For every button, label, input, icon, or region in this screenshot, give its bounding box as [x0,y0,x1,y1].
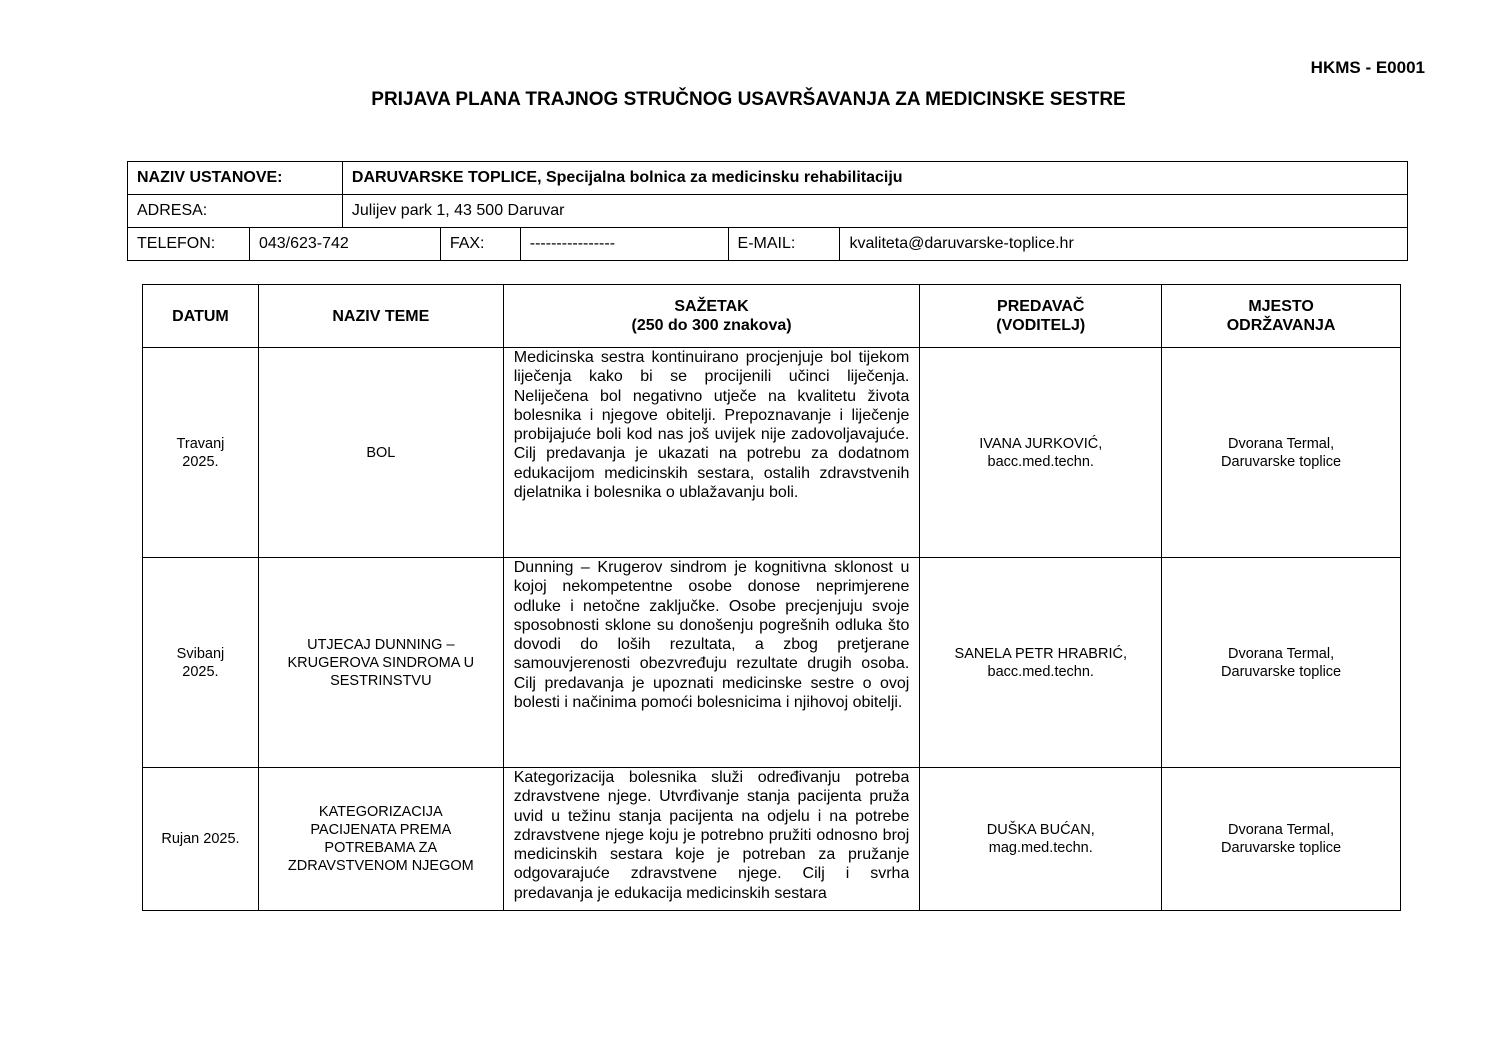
form-code: HKMS - E0001 [1310,58,1425,77]
row-lecturer [920,558,1162,768]
topic-line: SESTRINSTVU [330,672,432,689]
institution-info-table [127,161,1408,261]
table-header-row [143,285,1401,348]
topic-line: UTJECAJ DUNNING – [307,636,455,653]
row-summary [503,558,920,768]
header-topic: NAZIV TEME [258,285,503,348]
row-lecturer [920,768,1162,911]
summary-text: Dunning – Krugerov sindrom je kognitivna sklonost u kojoj nekompetentne osobe donose neprimjerene odluke i netočne zaključke. Osobe precjenjuju svoje sposobnosti sklone su donošenju pogrešnih odluka što dovodi do loših rezultata, a zbog pretjerane samouvjerenosti obezvređuju rezultate drugih osoba. Cilj predavanja je upoznati medicinske sestre o ovoj bolesti i načinima pomoći bolesnicima i njihovoj obitelji. [513,559,910,712]
header-lecturer-line2: (VODITELJ) [996,317,1086,334]
topic-line: PACIJENATA PREMA [310,822,452,838]
email-value: kvaliteta@daruvarske-toplice.hr [840,228,1408,261]
venue-line: Daruvarske toplice [1221,840,1342,856]
row-lecturer [920,348,1162,558]
page-title: PRIJAVA PLANA TRAJNOG STRUČNOG USAVRŠAVANJA ZA MEDICINSKE SESTRE [371,89,1126,110]
date-line: 2025. [182,453,219,470]
lecturer-name: DUŠKA BUĆAN, [986,822,1095,838]
fax-value: ---------------- [520,228,728,261]
summary-clip [514,768,910,910]
institution-name-value: DARUVARSKE TOPLICE, Specijalna bolnica za medicinsku rehabilitaciju [342,162,1407,195]
row-date: Rujan 2025. [143,768,259,911]
topic-line: POTREBAMA ZA [324,840,438,856]
lecturer-name: IVANA JURKOVIĆ, [979,435,1103,452]
contact-row [128,228,1408,261]
row-venue [1162,768,1401,911]
header-summary-line2: (250 do 300 znakova) [631,317,792,334]
header-lecturer [920,285,1162,348]
header-summary [503,285,920,348]
institution-name-label: NAZIV USTANOVE: [128,162,343,195]
row-venue [1162,348,1401,558]
lecturer-title: bacc.med.techn. [987,663,1094,680]
header-date: DATUM [143,285,259,348]
lecturer-title: bacc.med.techn. [987,453,1094,470]
lecturer-title: mag.med.techn. [988,840,1093,856]
header-venue [1162,285,1401,348]
venue-line: Dvorana Termal, [1228,645,1335,662]
table-row [143,558,1401,768]
date-line: Travanj [176,435,225,452]
address-row [128,195,1408,228]
address-value: Julijev park 1, 43 500 Daruvar [342,195,1407,228]
venue-line: Dvorana Termal, [1228,822,1335,838]
row-date [143,558,259,768]
summary-text: Medicinska sestra kontinuirano procjenjuje bol tijekom liječenja kako bi se procijenili učinci liječenja. Neliječena bol negativno utječe na kvalitetu života bolesnika i njegove obitelji. Prepoznavanje i liječenje probijajuće boli kod nas još uvijek nije zadovoljavajuće. Cilj predavanja je ukazati na potrebu za dodatnom edukacijom medicinskih sestara, ostalih zdravstvenih djelatnika i bolesnika o ublažavanju boli. [513,349,910,502]
phone-label: TELEFON: [128,228,250,261]
lecturer-name: SANELA PETR HRABRIĆ, [954,645,1127,662]
date-line: 2025. [182,663,219,680]
fax-label: FAX: [440,228,520,261]
summary-text: Kategorizacija bolesnika služi određivanju potreba zdravstvene njege. Utvrđivanje stanja pacijenta pruža uvid u težinu stanja pacijenta na odjelu i na potrebe zdravstvene njege koju je potrebno pružiti odnosno broj medicinskih sestara koje je potreban za pružanje odgovarajuće zdravstvene njege. Cilj i svrha predavanja je edukacija medicinskih sestara [513,769,910,902]
education-plan-table [142,284,1401,911]
topic-line: KRUGEROVA SINDROMA U [287,654,475,671]
email-label: E-MAIL: [728,228,840,261]
header-venue-line2: ODRŽAVANJA [1226,317,1336,334]
table-row [143,768,1401,911]
phone-value: 043/623-742 [249,228,440,261]
row-summary [503,768,920,911]
row-summary [503,348,920,558]
row-topic: BOL [258,348,503,558]
topic-line: ZDRAVSTVENOM NJEGOM [287,858,474,874]
address-label: ADRESA: [128,195,343,228]
institution-name-row [128,162,1408,195]
venue-line: Dvorana Termal, [1228,435,1335,452]
venue-line: Daruvarske toplice [1221,453,1342,470]
row-date [143,348,259,558]
row-venue [1162,558,1401,768]
date-line: Svibanj [176,645,225,662]
header-venue-line1: MJESTO [1248,298,1314,315]
row-topic [258,768,503,911]
venue-line: Daruvarske toplice [1221,663,1342,680]
row-topic [258,558,503,768]
header-summary-line1: SAŽETAK [674,298,749,315]
table-row [143,348,1401,558]
header-lecturer-line1: PREDAVAČ [997,298,1085,315]
topic-line: KATEGORIZACIJA [318,804,443,820]
